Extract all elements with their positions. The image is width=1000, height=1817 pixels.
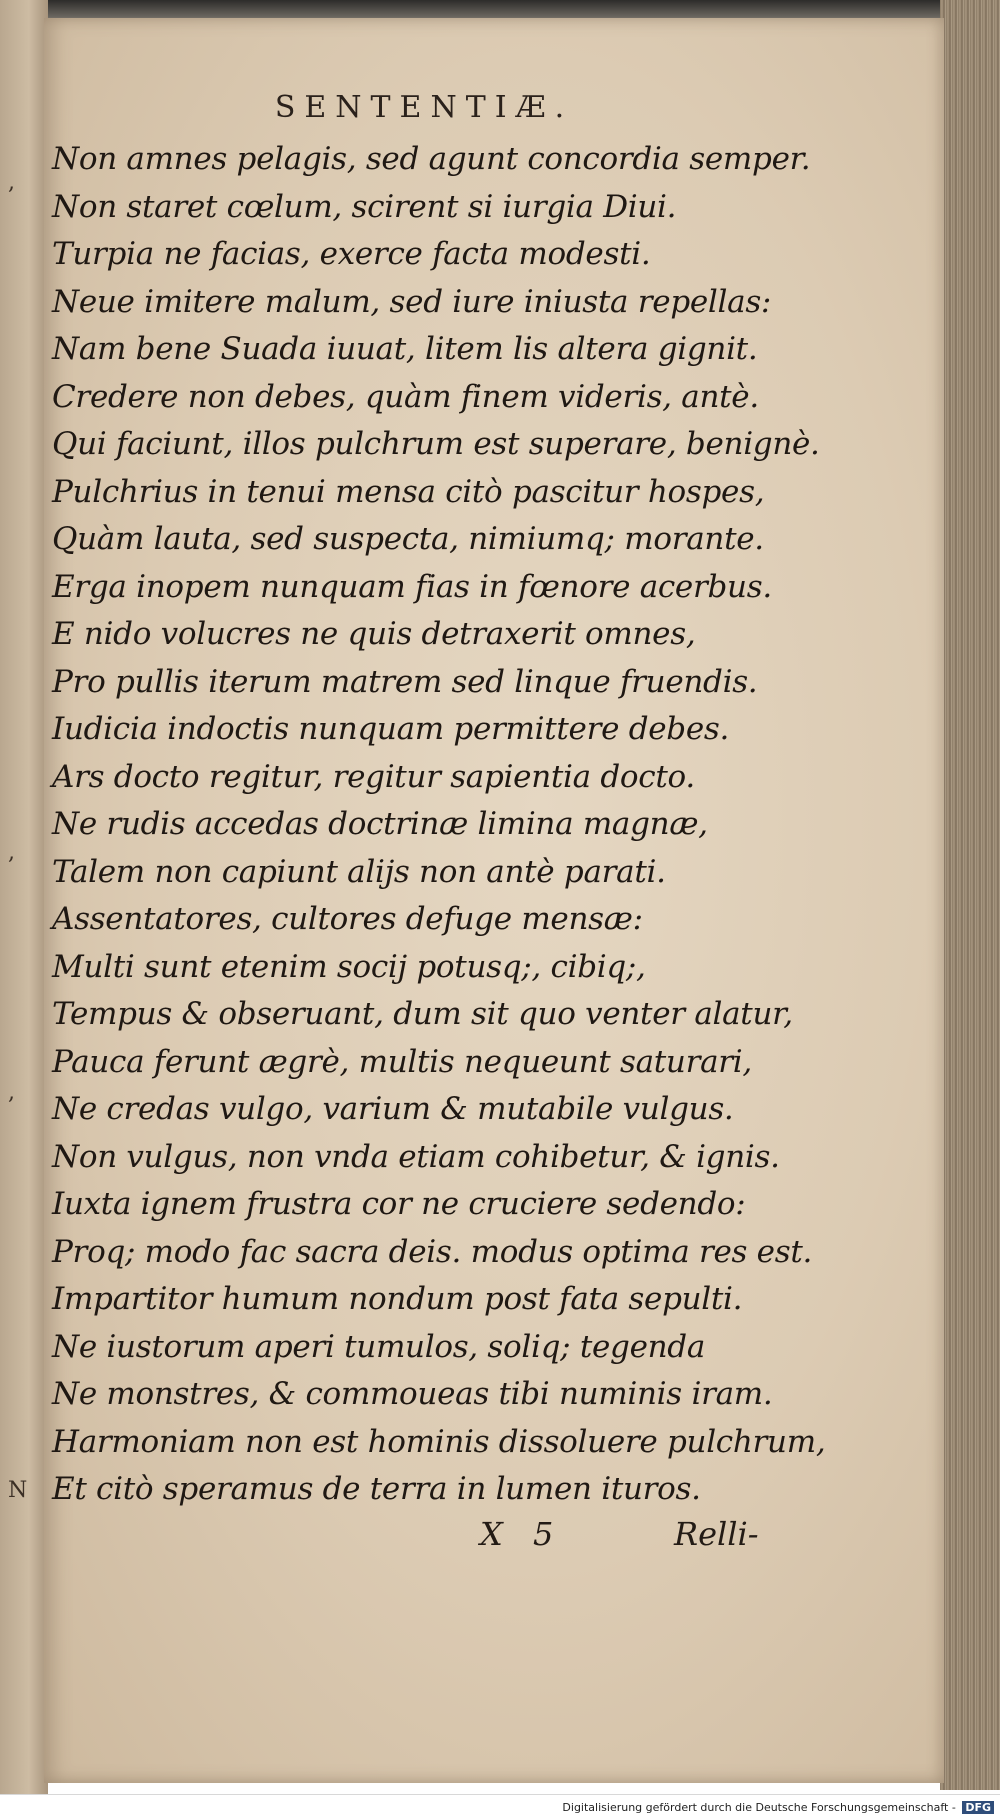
- verse-line: Quàm lauta, sed suspecta, nimiumq; morante.: [52, 521, 764, 557]
- dfg-logo: DFG: [962, 1801, 994, 1814]
- credit-text: Digitalisierung gefördert durch die Deutsche Forschungsgemeinschaft -: [562, 1801, 956, 1814]
- verse-line: Tempus & obseruant, dum sit quo venter alatur,: [52, 996, 793, 1032]
- verse-line: Ne rudis accedas doctrinæ limina magnæ,: [52, 806, 708, 842]
- verse-line: Neue imitere malum, sed iure iniusta repellas:: [52, 283, 772, 320]
- verse-line: E nido volucres ne quis detraxerit omnes,: [52, 616, 696, 652]
- verse-line: Assentatores, cultores defuge mensæ:: [52, 901, 643, 937]
- verse-line: Talem non capiunt alijs non antè parati.: [52, 853, 666, 890]
- catchword: Relli-: [674, 1515, 759, 1553]
- verse-line: Iuxta ignem frustra cor ne cruciere sedendo:: [52, 1186, 746, 1222]
- verse-line: Ne credas vulgo, varium & mutabile vulgus.: [52, 1091, 734, 1127]
- verse-line: Ne iustorum aperi tumulos, soliq; tegenda: [52, 1328, 706, 1365]
- verse-line: Harmoniam non est hominis dissoluere pulchrum,: [52, 1423, 826, 1460]
- left-page-mark: ,: [8, 840, 15, 865]
- verse-line: Iudicia indoctis nunquam permittere debes.: [52, 711, 730, 747]
- verse-line: Credere non debes, quàm finem videris, antè.: [52, 378, 759, 415]
- verse-line: Impartitor humum nondum post fata sepulti.: [52, 1281, 743, 1317]
- book-page: [44, 18, 944, 1783]
- signature-mark: X 5: [480, 1515, 564, 1553]
- verse-line: Multi sunt etenim socij potusq;, cibiq;,: [52, 948, 646, 985]
- verse-line: Nam bene Suada iuuat, litem lis altera gignit.: [52, 331, 758, 367]
- verse-line: Proq; modo fac sacra deis. modus optima res est.: [52, 1233, 813, 1270]
- left-page-mark: N: [8, 1478, 28, 1503]
- verse-line: Non amnes pelagis, sed agunt concordia semper.: [52, 141, 811, 177]
- verse-line: Et citò speramus de terra in lumen ituros.: [52, 1471, 701, 1507]
- verse-line: Pro pullis iterum matrem sed linque fruendis.: [52, 663, 758, 700]
- verse-line: Non vulgus, non vnda etiam cohibetur, & ignis.: [52, 1138, 780, 1175]
- left-page-mark: ,: [8, 1080, 15, 1105]
- verse-list: [52, 136, 912, 1514]
- credit-line: [562, 1801, 994, 1814]
- verse-line: Erga inopem nunquam fias in fœnore acerbus.: [52, 568, 772, 605]
- verse-line: Ne monstres, & commoueas tibi numinis iram.: [52, 1376, 773, 1412]
- verse-line: Qui faciunt, illos pulchrum est superare, benignè.: [52, 426, 820, 462]
- credit-bar: [0, 1794, 1000, 1817]
- verse-line: Pauca ferunt ægrè, multis nequeunt saturari,: [52, 1043, 752, 1080]
- verse-line: Turpia ne facias, exerce facta modesti.: [52, 236, 651, 272]
- running-head: SENTENTIÆ.: [274, 90, 574, 125]
- book-page-edges: [940, 0, 1000, 1790]
- verse-line: Ars docto regitur, regitur sapientia docto.: [52, 758, 695, 795]
- verse-line: Pulchrius in tenui mensa citò pascitur hospes,: [52, 473, 765, 510]
- verse-line: Non staret cœlum, scirent si iurgia Diui.: [52, 188, 677, 225]
- left-facing-page: [0, 0, 48, 1800]
- left-page-mark: ,: [8, 170, 15, 195]
